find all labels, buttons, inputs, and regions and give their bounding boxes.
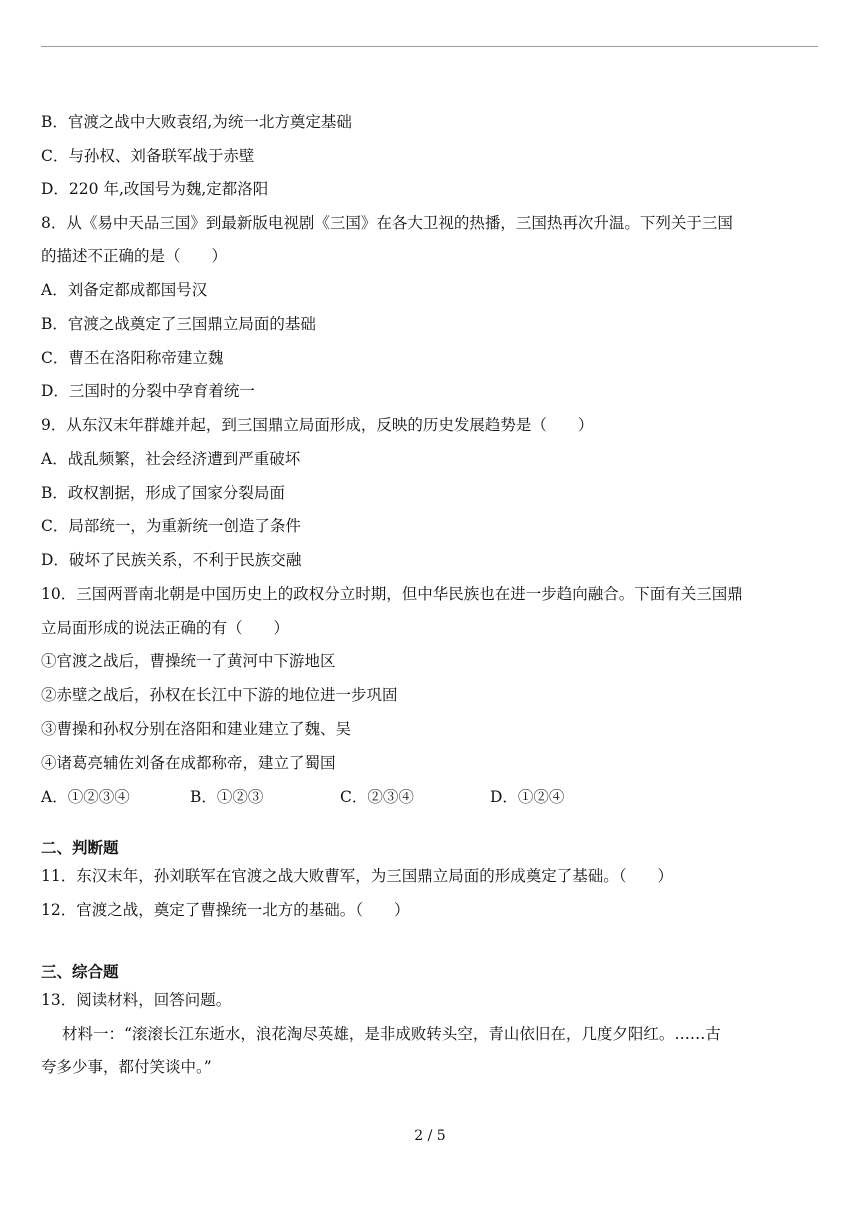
q8-option-a: A．刘备定都成都国号汉 xyxy=(41,281,208,299)
q9-option-d: D．破坏了民族关系，不利于民族交融 xyxy=(41,551,302,569)
q10-option-d: D．①②④ xyxy=(490,788,565,806)
q10-statement-4: ④诸葛亮辅佐刘备在成都称帝，建立了蜀国 xyxy=(41,754,336,772)
q7-option-c: C．与孙权、刘备联军战于赤壁 xyxy=(41,147,255,165)
q12-stem: 12．官渡之战，奠定了曹操统一北方的基础。（ ） xyxy=(41,901,410,919)
q10-stem-line1: 10．三国两晋南北朝是中国历史上的政权分立时期，但中华民族也在进一步趋向融合。下面有关三国鼎 xyxy=(41,585,743,603)
section-heading-judgment: 二、判断题 xyxy=(41,838,119,857)
header-rule xyxy=(41,46,818,47)
q11-stem: 11．东汉末年，孙刘联军在官渡之战大败曹军，为三国鼎立局面的形成奠定了基础。（ ） xyxy=(41,867,673,885)
q10-stem-line2: 立局面形成的说法正确的有（ ） xyxy=(41,619,290,637)
q10-option-c: C．②③④ xyxy=(340,788,414,806)
q7-option-b: B．官渡之战中大败袁绍,为统一北方奠定基础 xyxy=(41,113,352,131)
q9-stem: 9．从东汉末年群雄并起，到三国鼎立局面形成，反映的历史发展趋势是（ ） xyxy=(41,416,594,434)
q8-option-d: D．三国时的分裂中孕育着统一 xyxy=(41,382,255,400)
page-number: 2 / 5 xyxy=(414,1128,446,1144)
q8-stem-line1: 8．从《易中天品三国》到最新版电视剧《三国》在各大卫视的热播，三国热再次升温。下列关于三国 xyxy=(41,214,733,232)
q8-option-b: B．官渡之战奠定了三国鼎立局面的基础 xyxy=(41,315,316,333)
q10-option-a: A．①②③④ xyxy=(41,788,130,806)
q9-option-b: B．政权割据，形成了国家分裂局面 xyxy=(41,484,285,502)
q9-option-a: A．战乱频繁，社会经济遭到严重破坏 xyxy=(41,450,301,468)
q8-option-c: C．曹丕在洛阳称帝建立魏 xyxy=(41,349,224,367)
q8-stem-line2: 的描述不正确的是（ ） xyxy=(41,247,228,265)
q13-material1-line2: 夸多少事，都付笑谈中。” xyxy=(41,1058,212,1076)
q10-option-b: B．①②③ xyxy=(190,788,264,806)
q13-stem: 13．阅读材料，回答问题。 xyxy=(41,991,232,1009)
q10-statement-2: ②赤壁之战后，孙权在长江中下游的地位进一步巩固 xyxy=(41,686,398,704)
q13-material1-line1: 材料一：“滚滚长江东逝水，浪花淘尽英雄，是非成败转头空，青山依旧在，几度夕阳红。……古 xyxy=(62,1025,721,1043)
q10-statement-3: ③曹操和孙权分别在洛阳和建业建立了魏、吴 xyxy=(41,720,352,738)
q10-statement-1: ①官渡之战后，曹操统一了黄河中下游地区 xyxy=(41,652,336,670)
section-heading-comprehensive: 三、综合题 xyxy=(41,962,119,981)
q9-option-c: C．局部统一，为重新统一创造了条件 xyxy=(41,517,301,535)
q7-option-d: D．220 年,改国号为魏,定都洛阳 xyxy=(41,180,269,198)
